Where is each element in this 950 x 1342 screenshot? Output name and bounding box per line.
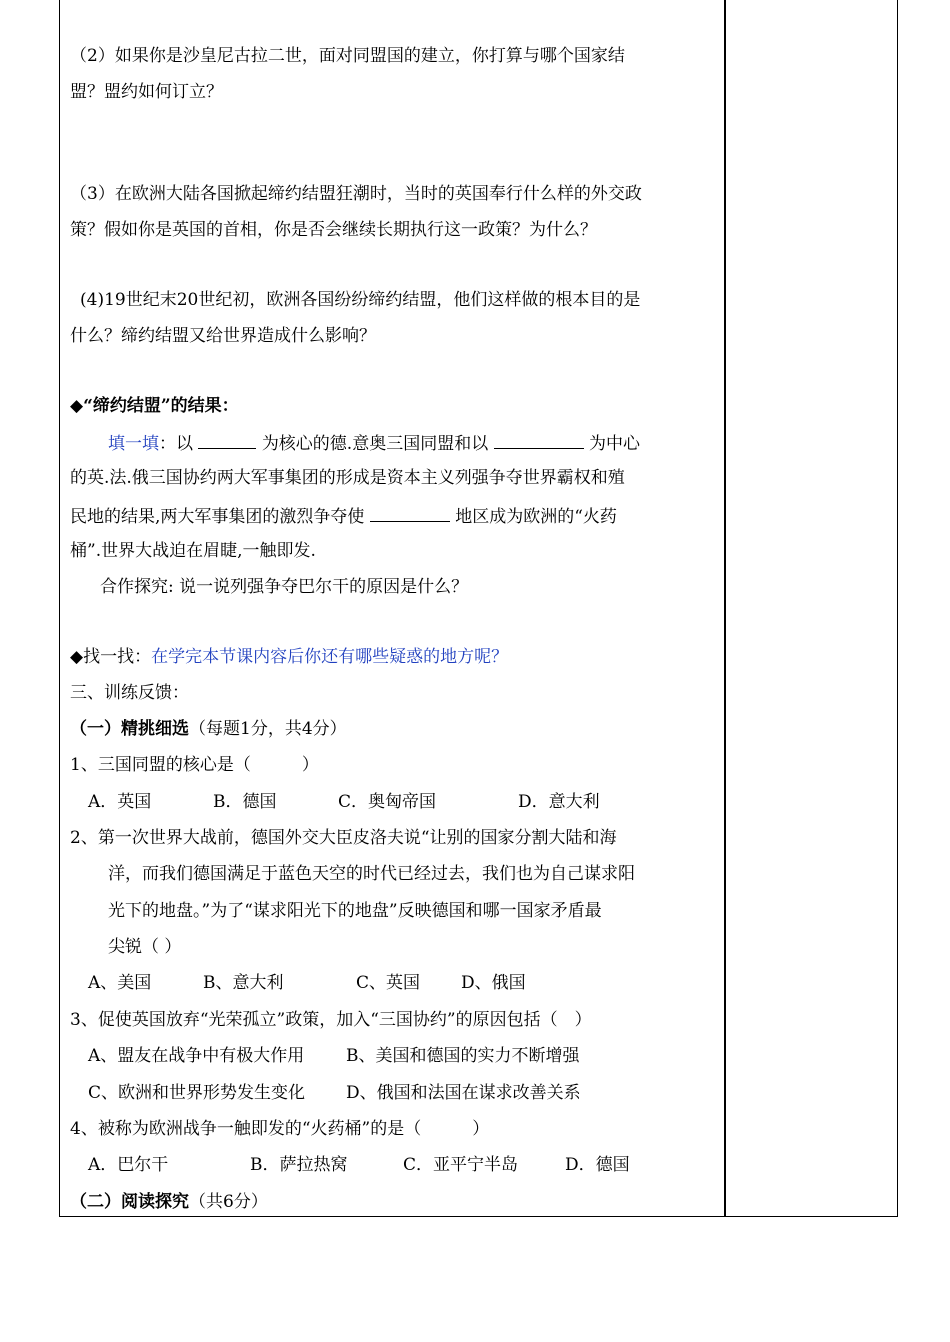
column-divider [724, 0, 726, 1217]
fill-in-text: ：以 [159, 434, 193, 454]
fill-in-text: 为核心的德.意奥三国同盟和以 [261, 434, 489, 454]
option-c[interactable]: C、欧洲和世界形势发生变化 [88, 1083, 306, 1103]
option-d[interactable]: D、俄国和法国在谋求改善关系 [346, 1083, 581, 1103]
part-2-title: （二）阅读探究 [70, 1192, 189, 1212]
mc-question-4: 4、被称为欧洲战争一触即发的“火药桶”的是（ ） [70, 1119, 490, 1139]
section-3-heading: 三、训练反馈： [70, 683, 189, 703]
find-label: ◆找一找： [70, 647, 152, 667]
fill-in-label: 填一填 [108, 434, 159, 454]
option-c[interactable]: C．亚平宁半岛 [403, 1155, 519, 1175]
mc-question-2-line-2: 洋，而我们德国满足于蓝色天空的时代已经过去，我们也为自己谋求阳 [108, 864, 635, 884]
option-a[interactable]: A．巴尔干 [88, 1155, 169, 1175]
mc-question-3: 3、促使英国放弃“光荣孤立”政策，加入“三国协约”的原因包括（ ） [70, 1010, 592, 1030]
mc-question-2-line-1: 2、第一次世界大战前，德国外交大臣皮洛夫说“让别的国家分割大陆和海 [70, 828, 617, 848]
cooperate-question: 合作探究: 说一说列强争夺巴尔干的原因是什么？ [100, 577, 469, 597]
fill-in-line-4: 桶”.世界大战迫在眉睫,一触即发. [70, 541, 316, 561]
blank-3[interactable] [370, 503, 450, 522]
part-1-heading [70, 717, 347, 741]
part-1-note: （每题1分，共4分） [189, 719, 347, 739]
fill-in-text: 民地的结果,两大军事集团的激烈争夺使 [70, 507, 365, 527]
fill-in-line-2: 的英.法.俄三国协约两大军事集团的形成是资本主义列强争夺世界霸权和殖 [70, 468, 625, 488]
option-b[interactable]: B、意大利 [203, 973, 284, 993]
fill-in-line-3 [70, 503, 617, 529]
option-c[interactable]: C．奥匈帝国 [338, 792, 437, 812]
mc-question-2-line-4: 尖锐（ ） [108, 937, 182, 957]
question-3-line-2: 策？假如你是英国的首相，你是否会继续长期执行这一政策？为什么？ [70, 220, 597, 240]
mc-question-1: 1、三国同盟的核心是（ ） [70, 755, 319, 775]
option-c[interactable]: C、英国 [356, 973, 421, 993]
part-2-note: （共6分） [189, 1192, 268, 1212]
option-b[interactable]: B．德国 [213, 792, 277, 812]
option-b[interactable]: B、美国和德国的实力不断增强 [346, 1046, 580, 1066]
blank-2[interactable] [494, 430, 584, 449]
question-4-line-2: 什么？缔约结盟又给世界造成什么影响？ [70, 326, 376, 346]
question-3-line-1: （3）在欧洲大陆各国掀起缔约结盟狂潮时，当时的英国奉行什么样的外交政 [70, 184, 642, 204]
result-heading: ◆“缔约结盟”的结果： [70, 396, 239, 416]
option-a[interactable]: A．英国 [88, 792, 152, 812]
fill-in-line-1 [108, 430, 640, 456]
option-b[interactable]: B．萨拉热窝 [250, 1155, 348, 1175]
mc-question-2-line-3: 光下的地盘。”为了“谋求阳光下的地盘”反映德国和哪一国家矛盾最 [108, 901, 602, 921]
option-a[interactable]: A、美国 [88, 973, 152, 993]
blank-1[interactable] [198, 430, 256, 449]
question-2-line-2: 盟？盟约如何订立？ [70, 82, 223, 102]
part-2-heading [70, 1190, 268, 1214]
fill-in-text: 地区成为欧洲的“火药 [455, 507, 617, 527]
question-4-line-1: (4)19世纪末20世纪初，欧洲各国纷纷缔约结盟，他们这样做的根本目的是 [80, 290, 641, 310]
find-text: 在学完本节课内容后你还有哪些疑惑的地方呢？ [151, 647, 509, 667]
option-d[interactable]: D．德国 [565, 1155, 630, 1175]
fill-in-text: 为中心 [589, 434, 641, 454]
option-d[interactable]: D．意大利 [518, 792, 600, 812]
find-line [70, 645, 508, 669]
option-a[interactable]: A、盟友在战争中有极大作用 [88, 1046, 305, 1066]
question-2-line-1: （2）如果你是沙皇尼古拉二世，面对同盟国的建立，你打算与哪个国家结 [70, 46, 625, 66]
option-d[interactable]: D、俄国 [461, 973, 526, 993]
part-1-title: （一）精挑细选 [70, 719, 189, 739]
